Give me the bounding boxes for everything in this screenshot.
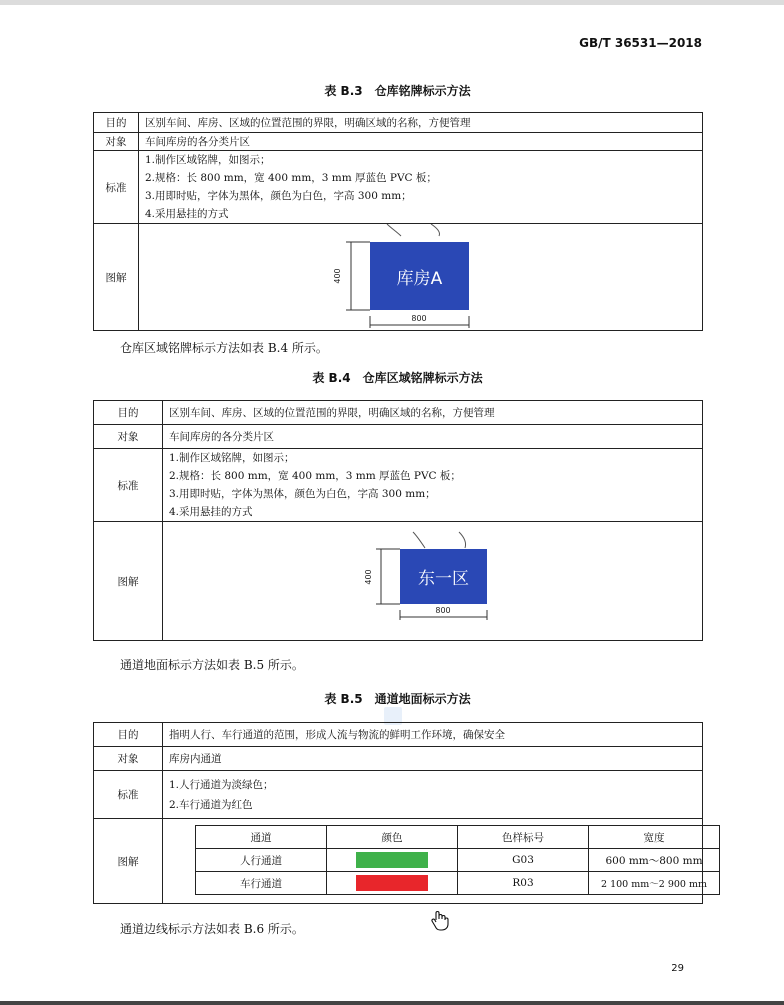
standard-code: GB/T 36531—2018 bbox=[579, 36, 702, 50]
paragraph: 通道边线标示方法如表 B.6 所示。 bbox=[120, 922, 304, 936]
aisle-color-table bbox=[195, 825, 720, 895]
row-label: 图解 bbox=[94, 522, 163, 641]
aisle-width: 600 mm～800 mm bbox=[589, 849, 720, 872]
table-b4-caption: 表 B.4 仓库区域铭牌标示方法 bbox=[312, 371, 483, 385]
dim-width-label: 800 bbox=[435, 606, 451, 615]
row-text: 区别车间、库房、区域的位置范围的界限，明确区域的名称，方便管理 bbox=[163, 401, 703, 425]
table-row bbox=[94, 723, 703, 747]
standard-line: 3.用即时贴，字体为黑体，颜色为白色，字高 300 mm； bbox=[145, 190, 412, 202]
figure-cell bbox=[163, 819, 707, 904]
sign-board: 东一区 bbox=[400, 549, 487, 604]
aisle-name: 车行通道 bbox=[196, 872, 327, 895]
table-row bbox=[196, 826, 720, 849]
standard-line: 2.车行通道为红色 bbox=[169, 798, 253, 811]
row-label: 目的 bbox=[94, 401, 163, 425]
table-row bbox=[94, 747, 703, 771]
table-b3-caption: 表 B.3 仓库铭牌标示方法 bbox=[324, 84, 471, 98]
table-row bbox=[94, 522, 703, 641]
row-text: 车间库房的各分类片区 bbox=[139, 133, 703, 151]
paragraph: 仓库区域铭牌标示方法如表 B.4 所示。 bbox=[120, 341, 328, 355]
standard-line: 1.人行通道为淡绿色； bbox=[169, 778, 274, 791]
paragraph: 通道地面标示方法如表 B.5 所示。 bbox=[120, 658, 304, 672]
standard-lines bbox=[139, 151, 703, 224]
row-label: 目的 bbox=[94, 113, 139, 133]
row-label: 图解 bbox=[94, 224, 139, 331]
table-row bbox=[196, 849, 720, 872]
dim-height-label: 400 bbox=[364, 569, 373, 585]
dim-width-label: 800 bbox=[411, 314, 427, 323]
row-label: 对象 bbox=[94, 133, 139, 151]
standard-line: 4.采用悬挂的方式 bbox=[169, 506, 253, 518]
standard-line: 4.采用悬挂的方式 bbox=[145, 208, 229, 220]
standard-line: 2.规格：长 800 mm，宽 400 mm，3 mm 厚蓝色 PVC 板； bbox=[169, 470, 461, 482]
column-header: 宽度 bbox=[589, 826, 720, 849]
bottom-edge bbox=[0, 1001, 784, 1005]
green-swatch bbox=[356, 852, 428, 868]
column-header: 通道 bbox=[196, 826, 327, 849]
table-b5 bbox=[93, 722, 707, 904]
row-label: 对象 bbox=[94, 747, 163, 771]
table-row bbox=[94, 113, 703, 133]
aisle-name: 人行通道 bbox=[196, 849, 327, 872]
table-row bbox=[94, 771, 703, 819]
table-row bbox=[94, 425, 703, 449]
row-label: 标准 bbox=[94, 449, 163, 522]
sign-board: 库房A bbox=[370, 242, 469, 310]
column-header: 颜色 bbox=[327, 826, 458, 849]
hand-cursor-icon bbox=[430, 910, 450, 932]
table-row bbox=[94, 133, 703, 151]
dim-height-label: 400 bbox=[333, 268, 342, 284]
row-text: 指明人行、车行通道的范围，形成人流与物流的鲜明工作环境，确保安全 bbox=[163, 723, 703, 747]
table-row bbox=[94, 449, 703, 522]
table-row bbox=[94, 819, 703, 904]
table-row bbox=[94, 151, 703, 224]
row-label: 目的 bbox=[94, 723, 163, 747]
standard-lines bbox=[163, 771, 703, 819]
color-cell bbox=[327, 849, 458, 872]
standard-line: 1.制作区域铭牌，如图示； bbox=[169, 452, 295, 464]
color-code: R03 bbox=[458, 872, 589, 895]
table-b3 bbox=[93, 112, 703, 331]
color-cell bbox=[327, 872, 458, 895]
table-b4 bbox=[93, 400, 703, 641]
row-text: 库房内通道 bbox=[163, 747, 703, 771]
row-label: 图解 bbox=[94, 819, 163, 904]
standard-line: 1.制作区域铭牌，如图示； bbox=[145, 154, 271, 166]
table-b5-caption: 表 B.5 通道地面标示方法 bbox=[324, 692, 471, 706]
page-number: 29 bbox=[671, 963, 684, 974]
standard-lines bbox=[163, 449, 703, 522]
table-row bbox=[94, 224, 703, 331]
table-row bbox=[94, 401, 703, 425]
figure-cell bbox=[163, 522, 703, 641]
top-edge bbox=[0, 0, 784, 5]
row-label: 标准 bbox=[94, 771, 163, 819]
column-header: 色样标号 bbox=[458, 826, 589, 849]
row-label: 标准 bbox=[94, 151, 139, 224]
red-swatch bbox=[356, 875, 428, 891]
standard-line: 2.规格：长 800 mm，宽 400 mm，3 mm 厚蓝色 PVC 板； bbox=[145, 172, 437, 184]
row-text: 车间库房的各分类片区 bbox=[163, 425, 703, 449]
standard-line: 3.用即时贴，字体为黑体，颜色为白色，字高 300 mm； bbox=[169, 488, 436, 500]
table-row bbox=[196, 872, 720, 895]
row-label: 对象 bbox=[94, 425, 163, 449]
row-text: 区别车间、库房、区域的位置范围的界限，明确区域的名称，方便管理 bbox=[139, 113, 703, 133]
aisle-width: 2 100 mm～2 900 mm bbox=[589, 872, 720, 895]
figure-cell bbox=[139, 224, 703, 331]
color-code: G03 bbox=[458, 849, 589, 872]
